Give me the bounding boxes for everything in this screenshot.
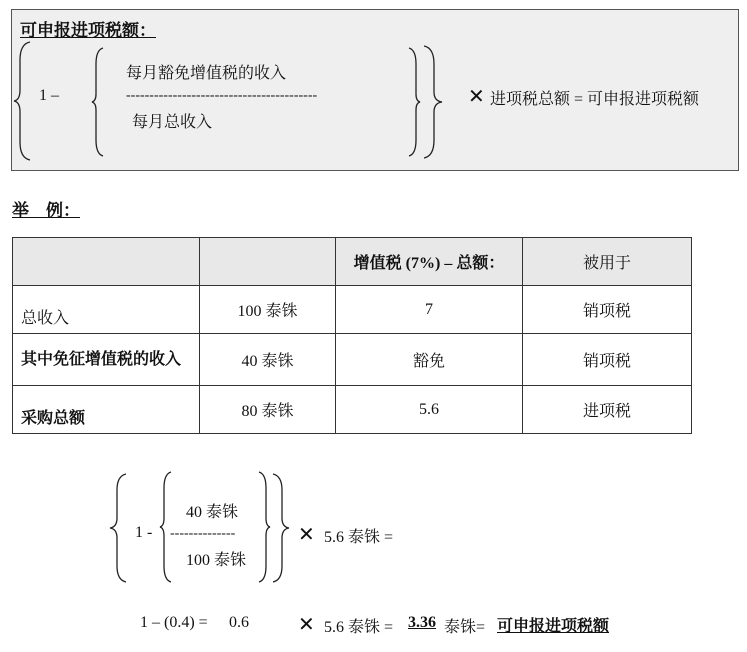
table-cell: 80 泰铢: [200, 386, 336, 434]
table-cell: 100 泰铢: [200, 286, 336, 334]
table-cell: 销项税: [523, 286, 692, 334]
table-row: [13, 334, 692, 386]
table-cell: 进项税: [523, 386, 692, 434]
calc-line2-result-number: 3.36: [408, 614, 436, 631]
formula-box: [11, 9, 739, 171]
table-cell: 40 泰铢: [200, 334, 336, 386]
table-cell: 豁免: [336, 334, 523, 386]
calc-line2-left: 1 – (0.4) =: [140, 614, 208, 631]
calc-outer-right-brace: [270, 472, 292, 584]
formula-one-minus: 1 –: [39, 87, 59, 104]
table-cell: 销项税: [523, 334, 692, 386]
calc-line2-result-unit: 泰铢=: [444, 619, 486, 636]
calc-line2-result-label: 可申报进项税额: [497, 618, 610, 635]
table-header-row: [13, 238, 692, 286]
table-header-cell: 被用于: [523, 238, 692, 286]
formula-denominator: 每月总收入: [132, 114, 213, 131]
table-row: [13, 286, 692, 334]
example-table: [12, 237, 692, 434]
formula-fraction-line: -----------------------------------------: [126, 88, 318, 103]
calc-line2-multiply-icon: ✕: [298, 612, 315, 636]
table-cell: 7: [336, 286, 523, 334]
table-header-cell: [200, 238, 336, 286]
table-cell: 5.6: [336, 386, 523, 434]
table-row: [13, 386, 692, 434]
calc-fraction-line: --------------: [170, 526, 236, 541]
table-cell: 其中免征增值税的收入: [13, 334, 200, 386]
table-cell: 采购总额: [13, 386, 200, 434]
outer-right-brace: [420, 44, 446, 160]
calc-numerator: 40 泰铢: [186, 504, 239, 521]
formula-numerator: 每月豁免增值税的收入: [126, 65, 287, 82]
multiply-icon: ✕: [468, 84, 485, 108]
example-heading: 举 例：: [12, 201, 80, 220]
calc-denominator: 100 泰铢: [186, 552, 247, 569]
table-header-cell: 增值税 (7%) – 总额：: [336, 238, 523, 286]
formula-result: 进项税总额 = 可申报进项税额: [490, 91, 700, 108]
calc-line2-value: 0.6: [229, 614, 249, 631]
calc-multiplier: 5.6 泰铢 =: [324, 529, 394, 546]
calc-multiply-icon: ✕: [298, 522, 315, 546]
inner-left-brace: [90, 46, 106, 158]
outer-left-brace: [12, 40, 34, 162]
calc-line2-mult: 5.6 泰铢 =: [324, 619, 394, 636]
formula-title: 可申报进项税额：: [20, 21, 156, 40]
table-cell: 总收入: [13, 286, 200, 334]
table-header-cell: [13, 238, 200, 286]
calc-one-minus: 1 -: [135, 524, 153, 541]
calc-outer-left-brace: [108, 472, 130, 584]
